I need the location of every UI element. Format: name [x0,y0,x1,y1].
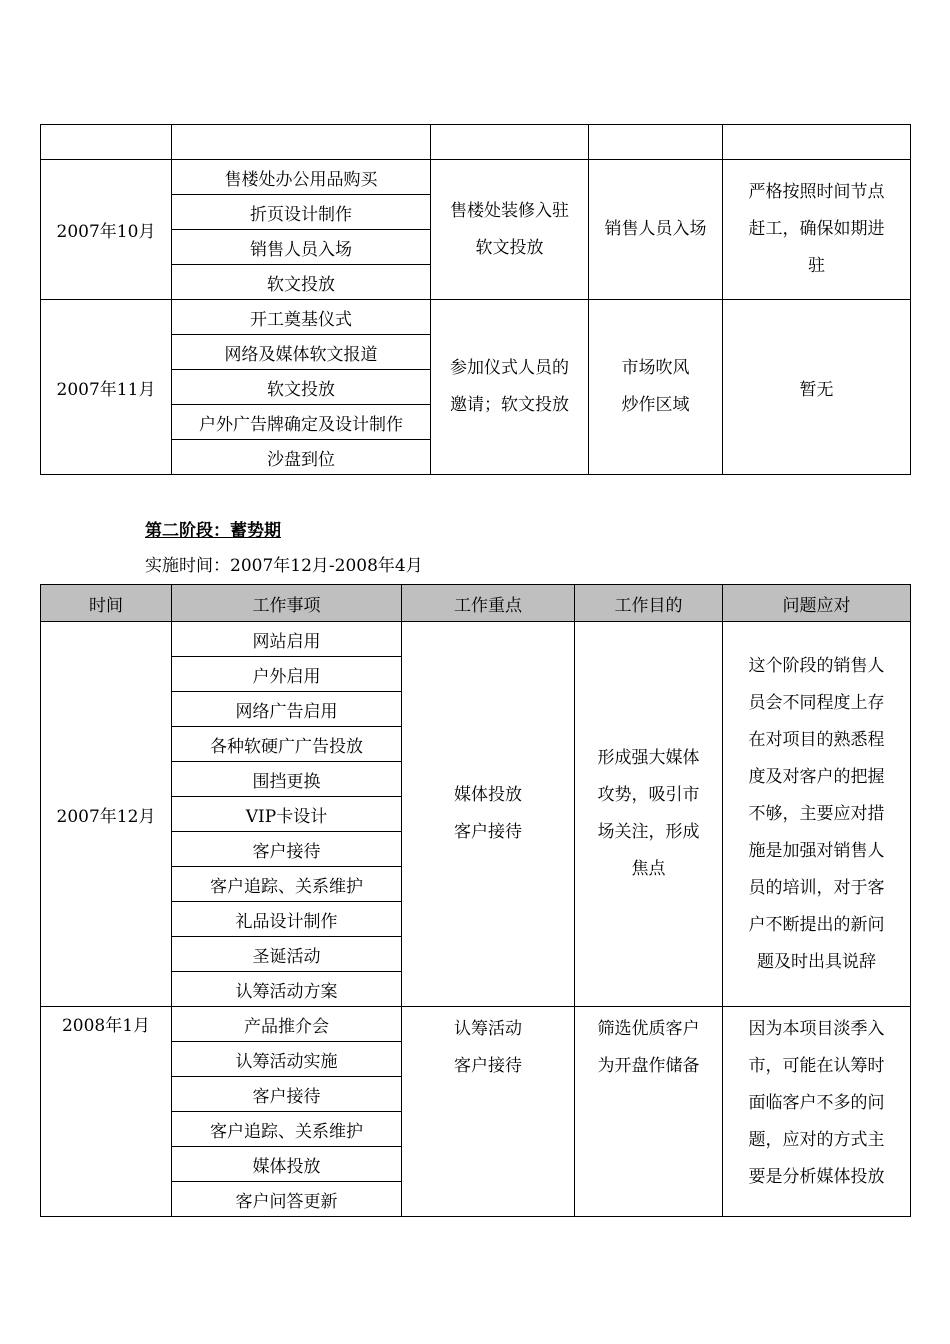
work-item: 礼品设计制作 [172,902,402,937]
time-cell: 2007年10月 [41,160,172,300]
response-line: 员的培训，对于客 [748,877,885,898]
goal-line: 销售人员入场 [604,219,707,239]
work-item: 软文投放 [172,370,431,405]
goal-cell [589,160,723,300]
work-item: 媒体投放 [172,1147,402,1182]
work-item: 认筹活动实施 [172,1042,402,1077]
implementation-time: 实施时间：2007年12月-2008年4月 [145,556,423,576]
response-line: 要是分析媒体投放 [748,1167,885,1187]
table-row [41,300,911,335]
table-row [41,622,911,657]
empty-cell [172,125,431,160]
table-row [41,160,911,195]
response-cell: 暂无 [723,300,911,475]
empty-cell [723,125,911,160]
work-item: 折页设计制作 [172,195,431,230]
response-line: 题及时出具说辞 [757,951,876,972]
response-line: 面临客户不多的问 [748,1093,885,1113]
empty-cell [589,125,723,160]
focus-cell [402,622,575,1007]
stage2-schedule-table [40,584,911,1217]
work-item: 围挡更换 [172,762,402,797]
work-item: 开工奠基仪式 [172,300,431,335]
focus-cell [402,1007,575,1217]
focus-line: 认筹活动 [454,1019,522,1039]
work-item: 软文投放 [172,265,431,300]
work-item: 客户追踪、关系维护 [172,867,402,902]
work-item: 户外启用 [172,657,402,692]
response-line: 在对项目的熟悉程 [748,729,885,750]
goal-cell [589,300,723,475]
goal-line: 焦点 [631,859,666,879]
goal-line: 市场吹风 [621,358,690,378]
work-item: 售楼处办公用品购买 [172,160,431,195]
focus-line: 媒体投放 [454,785,522,805]
focus-line: 软文投放 [475,237,544,258]
focus-line: 邀请；软文投放 [450,395,569,415]
header-work-items: 工作事项 [172,585,402,622]
response-line: 度及对客户的把握 [748,766,885,787]
goal-line: 为开盘作储备 [597,1056,700,1076]
work-item: 网站启用 [172,622,402,657]
goal-line: 形成强大媒体 [597,748,700,768]
work-item: 客户接待 [172,832,402,867]
work-item: 客户问答更新 [172,1182,402,1217]
header-focus: 工作重点 [402,585,575,622]
response-line: 因为本项目淡季入 [748,1019,885,1039]
response-line: 驻 [808,256,825,276]
empty-cell [41,125,172,160]
header-response: 问题应对 [723,585,911,622]
goal-line: 炒作区域 [621,395,690,415]
work-item: 认筹活动方案 [172,972,402,1007]
goal-cell [575,1007,723,1217]
focus-cell [431,160,589,300]
work-item: 网络及媒体软文报道 [172,335,431,370]
response-line: 严格按照时间节点 [748,182,885,202]
table-header-row [41,585,911,622]
work-item: 沙盘到位 [172,440,431,475]
goal-line: 场关注，形成 [597,822,700,842]
response-cell [723,1007,911,1217]
response-line: 施是加强对销售人 [748,840,885,861]
focus-line: 参加仪式人员的 [450,358,569,378]
goal-line: 攻势，吸引市 [597,785,700,805]
work-item: 客户追踪、关系维护 [172,1112,402,1147]
work-item: 户外广告牌确定及设计制作 [172,405,431,440]
response-line: 不够，主要应对措 [748,803,885,824]
response-cell [723,622,911,1007]
schedule-table-continued [40,124,911,475]
response-line: 员会不同程度上存 [748,692,885,713]
goal-cell [575,622,723,1007]
response-line: 市，可能在认筹时 [748,1056,885,1076]
stage-title: 第二阶段：蓄势期 [145,521,281,541]
response-line: 题，应对的方式主 [748,1130,885,1150]
response-line: 这个阶段的销售人 [748,655,885,676]
header-time: 时间 [41,585,172,622]
focus-cell [431,300,589,475]
empty-cell [431,125,589,160]
goal-line: 筛选优质客户 [597,1019,700,1039]
work-item: 网络广告启用 [172,692,402,727]
table-row [41,125,911,160]
response-line: 赶工，确保如期进 [748,219,885,239]
time-cell: 2007年11月 [41,300,172,475]
work-item: VIP卡设计 [172,797,402,832]
time-cell: 2008年1月 [41,1007,172,1217]
work-item: 产品推介会 [172,1007,402,1042]
work-item: 客户接待 [172,1077,402,1112]
response-cell [723,160,911,300]
focus-line: 客户接待 [454,1056,522,1076]
header-goal: 工作目的 [575,585,723,622]
focus-line: 客户接待 [454,822,522,842]
work-item: 圣诞活动 [172,937,402,972]
table-row [41,1007,911,1042]
work-item: 各种软硬广广告投放 [172,727,402,762]
focus-line: 售楼处装修入驻 [450,200,569,221]
work-item: 销售人员入场 [172,230,431,265]
time-cell: 2007年12月 [41,622,172,1007]
response-line: 户不断提出的新问 [748,914,885,935]
